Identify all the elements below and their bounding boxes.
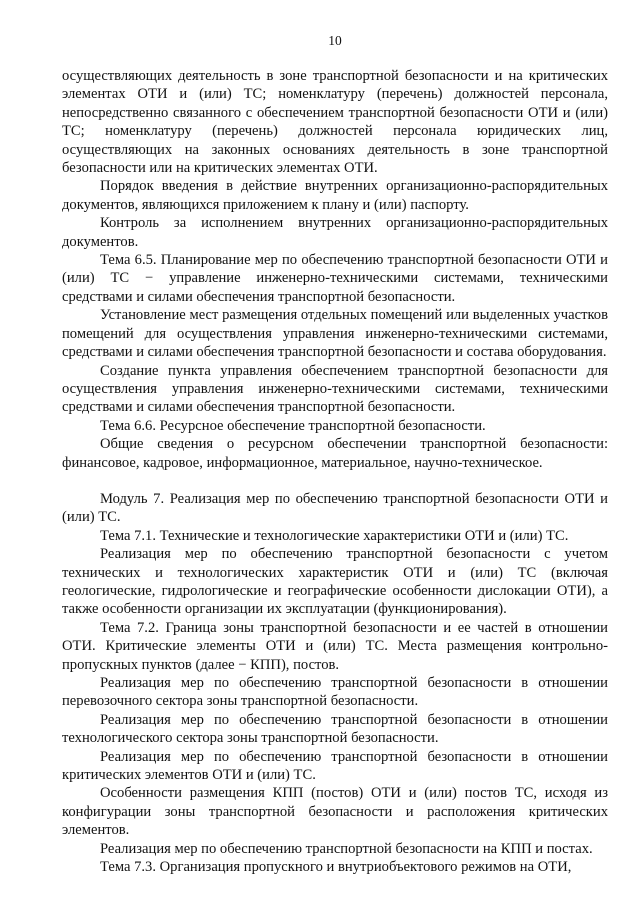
paragraph: Установление мест размещения отдельных помещений или выделенных участков помещений для осуществления управления инженерно-техническими системами, средствами и силами обеспечения транспортной безопасности и состава оборудования. [62, 307, 608, 361]
module-heading: Модуль 7. Реализация мер по обеспечению транспортной безопасности ОТИ и (или) ТС. [62, 490, 608, 526]
paragraph: Реализация мер по обеспечению транспортной безопасности в отношении перевозочного сектора зоны транспортной безопасности. [62, 675, 608, 710]
paragraph: Особенности размещения КПП (постов) ОТИ и (или) постов ТС, исходя из конфигурации зоны транспортной безопасности и расположения критических элементов. [62, 785, 608, 839]
paragraph: Общие сведения о ресурсном обеспечении транспортной безопасности: финансовое, кадровое, информационное, материальное, научно-техническое. [62, 436, 608, 471]
page-number: 10 [328, 33, 342, 48]
topic-heading: Тема 7.3. Организация пропускного и внутриобъектового режимов на ОТИ, [100, 859, 572, 876]
topic-heading: Тема 7.1. Технические и технологические характеристики ОТИ и (или) ТС. [100, 527, 569, 544]
paragraph: Создание пункта управления обеспечением транспортной безопасности для осуществления управления инженерно-техническими системами, техническими средствами и силами обеспечения транспортной безопасности. [62, 362, 608, 416]
paragraph: Реализация мер по обеспечению транспортной безопасности в отношении критических элементов ОТИ и (или) ТС. [62, 748, 608, 784]
document-body [62, 67, 608, 876]
paragraph: Реализация мер по обеспечению транспортной безопасности на КПП и постах. [100, 840, 593, 857]
topic-heading: Тема 6.6. Ресурсное обеспечение транспортной безопасности. [100, 417, 486, 434]
topic-heading: Тема 7.2. Граница зоны транспортной безопасности и ее частей в отношении ОТИ. Критические элементы ОТИ и (или) ТС. Места размещения контрольно-пропускных пунктов (далее − КПП), постов. [62, 619, 608, 673]
topic-heading: Тема 6.5. Планирование мер по обеспечению транспортной безопасности ОТИ и (или) ТС − управление инженерно-техническими системами, техническими средствами и силами обеспечения транспортной безопасности. [62, 252, 608, 305]
paragraph: Контроль за исполнением внутренних организационно-распорядительных документов. [62, 215, 608, 250]
paragraph: Реализация мер по обеспечению транспортной безопасности с учетом технических и технологических характеристик ОТИ и (или) ТС (включая геологические, гидрологические и географические особенности дислокации ОТИ), а также особенности организации их эксплуатации (функционирования). [62, 546, 608, 618]
paragraph: Порядок введения в действие внутренних организационно-распорядительных документов, являющихся приложением к плану и (или) паспорту. [62, 178, 608, 213]
paragraph: Реализация мер по обеспечению транспортной безопасности в отношении технологического сектора зоны транспортной безопасности. [62, 711, 608, 747]
paragraph: осуществляющих деятельность в зоне транспортной безопасности и на критических элементах ОТИ и (или) ТС; номенклатуру (перечень) должностей персонала, непосредственно связанного с обеспечением транспортной безопасности ОТИ и (или) ТС; номенклатуру (перечень) должностей персонала юридических лиц, осуществляющих на законных основаниях деятельность в зоне транспортной безопасности или на критических элементах ОТИ. [62, 68, 608, 177]
